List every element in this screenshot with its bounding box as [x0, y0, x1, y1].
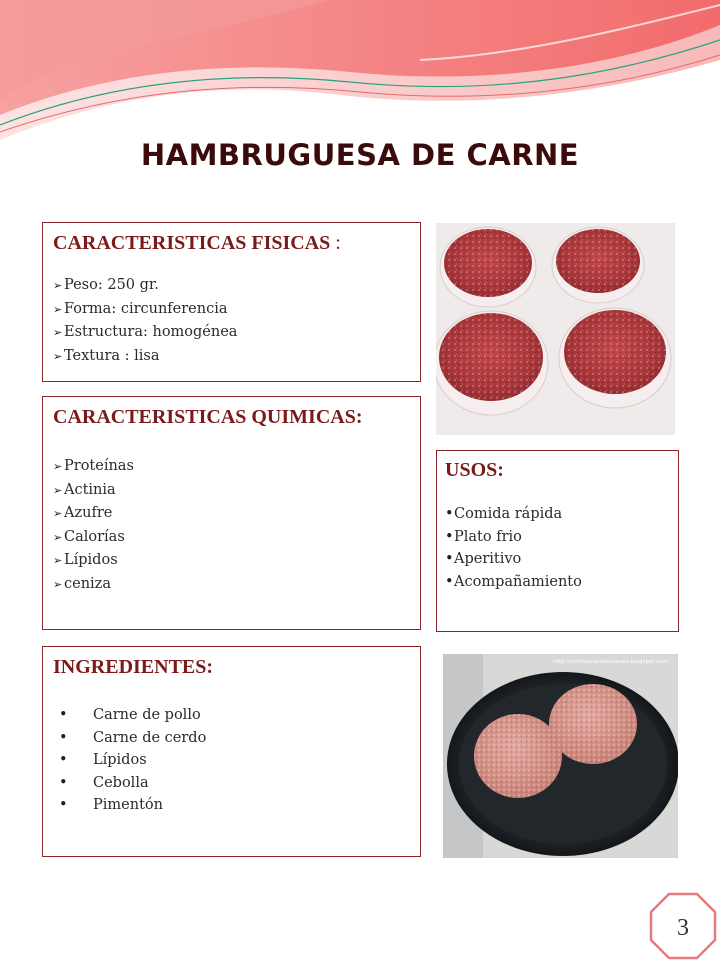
- physical-characteristics-heading: CARACTERISTICAS FISICAS :: [53, 232, 341, 254]
- photo-watermark: http://recetasparamisnenos.blogspot.com: [553, 659, 669, 665]
- uses-heading: USOS:: [445, 459, 504, 481]
- uses-box: [436, 450, 679, 632]
- pan-patties-photo: [443, 654, 678, 858]
- list-item: ➢ Calorías: [53, 526, 420, 550]
- header-wave-decoration: [0, 0, 720, 160]
- list-item: • Lípidos: [53, 749, 420, 772]
- physical-characteristics-box: [42, 222, 421, 382]
- ingredients-heading: INGREDIENTES:: [53, 656, 214, 678]
- ingredients-box: [42, 646, 421, 857]
- list-item: • Cebolla: [53, 772, 420, 795]
- chemical-characteristics-box: [42, 396, 421, 630]
- list-item: • Carne de cerdo: [53, 727, 420, 750]
- list-item: • Carne de pollo: [53, 704, 420, 727]
- page-number-badge: [649, 892, 717, 960]
- list-item: ➢ Peso: 250 gr.: [53, 274, 420, 298]
- list-item: • Aperitivo: [445, 548, 678, 571]
- list-item: ➢ ceniza: [53, 573, 420, 597]
- chemical-characteristics-heading: CARACTERISTICAS QUIMICAS:: [53, 406, 363, 428]
- list-item: • Plato frio: [445, 526, 678, 549]
- raw-patties-photo: [436, 223, 675, 435]
- page-number: 3: [677, 915, 689, 941]
- list-item: • Acompañamiento: [445, 571, 678, 594]
- list-item: ➢ Lípidos: [53, 549, 420, 573]
- list-item: ➢ Actinia: [53, 479, 420, 503]
- list-item: ➢ Proteínas: [53, 455, 420, 479]
- list-item: ➢ Forma: circunferencia: [53, 298, 420, 322]
- list-item: • Comida rápida: [445, 503, 678, 526]
- list-item: ➢ Estructura: homogénea: [53, 321, 420, 345]
- page-title: HAMBRUGUESA DE CARNE: [140, 138, 580, 172]
- list-item: ➢ Azufre: [53, 502, 420, 526]
- list-item: ➢ Textura : lisa: [53, 345, 420, 369]
- list-item: • Pimentón: [53, 794, 420, 817]
